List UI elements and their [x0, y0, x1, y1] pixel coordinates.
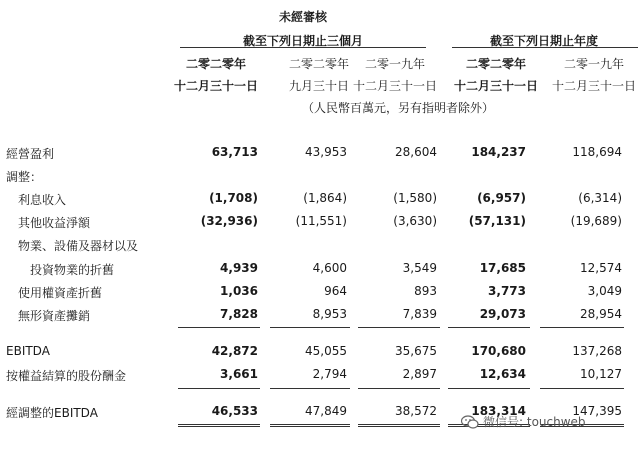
- cell: 4,939: [220, 261, 258, 275]
- table-row: [0, 284, 640, 302]
- watermark: [461, 413, 586, 430]
- table-row: [0, 214, 640, 232]
- table-row: [0, 344, 640, 362]
- cell: 2,794: [312, 367, 347, 381]
- cell: 893: [414, 284, 437, 298]
- cell: 147,395: [572, 404, 622, 418]
- full-year-heading: 截至下列日期止年度: [489, 34, 599, 48]
- table-row: [0, 367, 640, 385]
- cell: (1,864): [303, 191, 347, 205]
- row-label: 經營盈利: [6, 147, 55, 161]
- col5-year: 二零一九年: [563, 57, 625, 71]
- cell: 184,237: [471, 145, 526, 159]
- cell: (1,580): [393, 191, 437, 205]
- cell: (19,689): [570, 214, 622, 228]
- cell: 3,661: [220, 367, 258, 381]
- table-row: [0, 145, 640, 163]
- subtotal-rule: [448, 388, 530, 389]
- subtotal-rule: [178, 388, 260, 389]
- cell: 12,634: [479, 367, 526, 381]
- cell: (11,551): [295, 214, 347, 228]
- cell: 3,773: [488, 284, 526, 298]
- table-row: [0, 191, 640, 209]
- cell: 3,549: [402, 261, 437, 275]
- subtotal-rule: [358, 388, 440, 389]
- watermark-text: 微信号: touchweb: [483, 415, 586, 429]
- wechat-icon: [461, 415, 479, 429]
- table-row: [0, 307, 640, 325]
- cell: 170,680: [471, 344, 526, 358]
- subtotal-rule: [270, 327, 350, 328]
- cell: 63,713: [211, 145, 258, 159]
- cell: 8,953: [312, 307, 347, 321]
- row-label: EBITDA: [6, 344, 50, 358]
- subtotal-rule: [448, 327, 530, 328]
- cell: 46,533: [211, 404, 258, 418]
- total-double-rule: [358, 424, 440, 427]
- col5-date: 十二月三十一日: [551, 79, 637, 93]
- cell: 28,954: [580, 307, 622, 321]
- cell: (6,957): [477, 191, 526, 205]
- subtotal-rule: [178, 327, 260, 328]
- cell: 1,036: [220, 284, 258, 298]
- row-label: 無形資產攤銷: [18, 309, 91, 323]
- cell: (1,708): [209, 191, 258, 205]
- row-label: 按權益結算的股份酬金: [6, 369, 127, 383]
- col2-date: 九月三十日: [288, 79, 350, 93]
- cell: 183,314: [471, 404, 526, 418]
- cell: 137,268: [572, 344, 622, 358]
- table-row: [0, 261, 640, 279]
- cell: 4,600: [312, 261, 347, 275]
- subtotal-rule: [270, 388, 350, 389]
- col4-year: 二零二零年: [465, 57, 527, 71]
- col1-date: 十二月三十一日: [173, 79, 259, 93]
- cell: 12,574: [580, 261, 622, 275]
- unaudited-heading: 未經審核: [278, 10, 328, 24]
- cell: 7,828: [220, 307, 258, 321]
- cell: 43,953: [305, 145, 347, 159]
- cell: 47,849: [305, 404, 347, 418]
- col4-date: 十二月三十一日: [453, 79, 539, 93]
- cell: 29,073: [479, 307, 526, 321]
- col3-date: 十二月三十一日: [352, 79, 438, 93]
- cell: 38,572: [395, 404, 437, 418]
- row-label: 投資物業的折舊: [30, 263, 115, 277]
- row-label: 使用權資產折舊: [18, 286, 103, 300]
- three-month-underline: [180, 47, 426, 48]
- full-year-underline: [452, 47, 638, 48]
- table-row: [0, 168, 640, 186]
- cell: (57,131): [468, 214, 526, 228]
- cell: 7,839: [402, 307, 437, 321]
- cell: 2,897: [402, 367, 437, 381]
- col3-year: 二零一九年: [364, 57, 426, 71]
- row-label: 其他收益淨額: [18, 216, 91, 230]
- cell: 10,127: [580, 367, 622, 381]
- col1-year: 二零二零年: [185, 57, 247, 71]
- cell: 28,604: [395, 145, 437, 159]
- subtotal-rule: [540, 388, 624, 389]
- cell: 964: [324, 284, 347, 298]
- row-label: 調整：: [6, 170, 43, 184]
- three-month-heading: 截至下列日期止三個月: [242, 34, 364, 48]
- row-label: 經調整的EBITDA: [6, 406, 98, 420]
- subtotal-rule: [358, 327, 440, 328]
- total-double-rule: [270, 424, 350, 427]
- total-double-rule: [178, 424, 260, 427]
- col2-year: 二零二零年: [288, 57, 350, 71]
- cell: 118,694: [572, 145, 622, 159]
- cell: 3,049: [587, 284, 622, 298]
- cell: 17,685: [479, 261, 526, 275]
- cell: 45,055: [305, 344, 347, 358]
- cell: (32,936): [200, 214, 258, 228]
- row-label: 利息收入: [18, 193, 67, 207]
- cell: 42,872: [211, 344, 258, 358]
- row-label: 物業、設備及器材以及: [18, 239, 139, 253]
- unit-note: （人民幣百萬元，另有指明者除外）: [301, 101, 495, 115]
- table-row: [0, 237, 640, 255]
- cell: (3,630): [393, 214, 437, 228]
- cell: (6,314): [578, 191, 622, 205]
- subtotal-rule: [540, 327, 624, 328]
- cell: 35,675: [395, 344, 437, 358]
